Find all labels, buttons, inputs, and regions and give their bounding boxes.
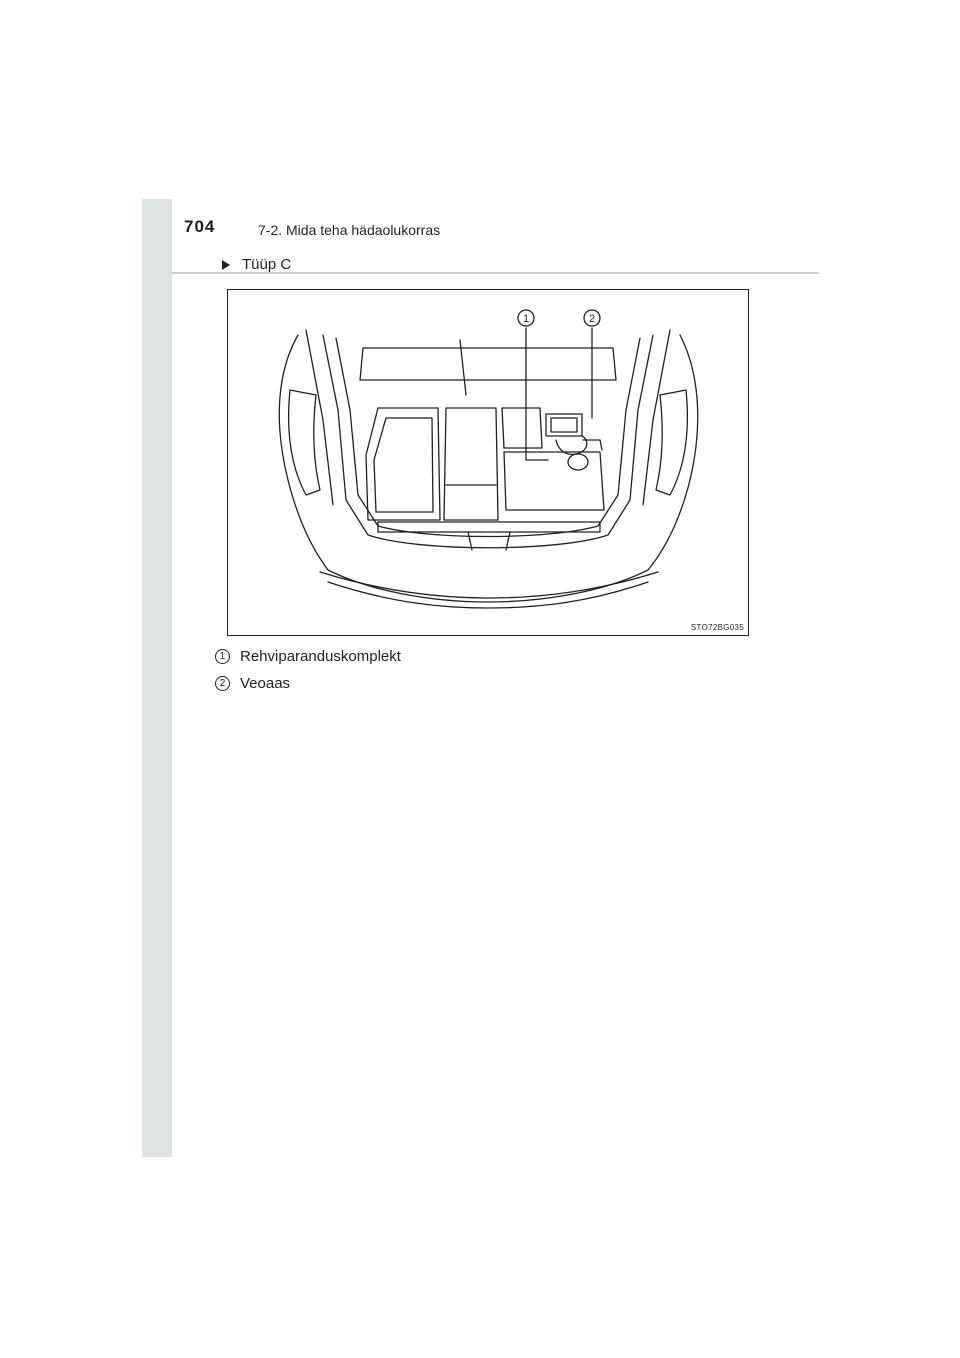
number-badge: 2 [215,676,230,691]
page-number: 704 [184,217,216,236]
triangle-arrow-icon [222,260,230,270]
callout-1: 1 [522,313,530,325]
side-band [142,199,172,1157]
legend-item-1 [215,648,401,665]
legend-label: Veoaas [240,675,291,692]
callout-2: 2 [588,313,596,325]
section-title: 7-2. Mida teha hädaolukorras [258,222,441,238]
type-heading [222,256,291,273]
legend-item-2 [215,675,290,692]
car-trunk-drawing [228,290,749,636]
luggage-illustration [227,289,749,636]
figure-code: STO72BG035 [690,623,744,632]
legend-label: Rehviparanduskomplekt [240,648,401,665]
number-badge: 1 [215,649,230,664]
type-heading-text: Tüüp C [242,256,292,273]
